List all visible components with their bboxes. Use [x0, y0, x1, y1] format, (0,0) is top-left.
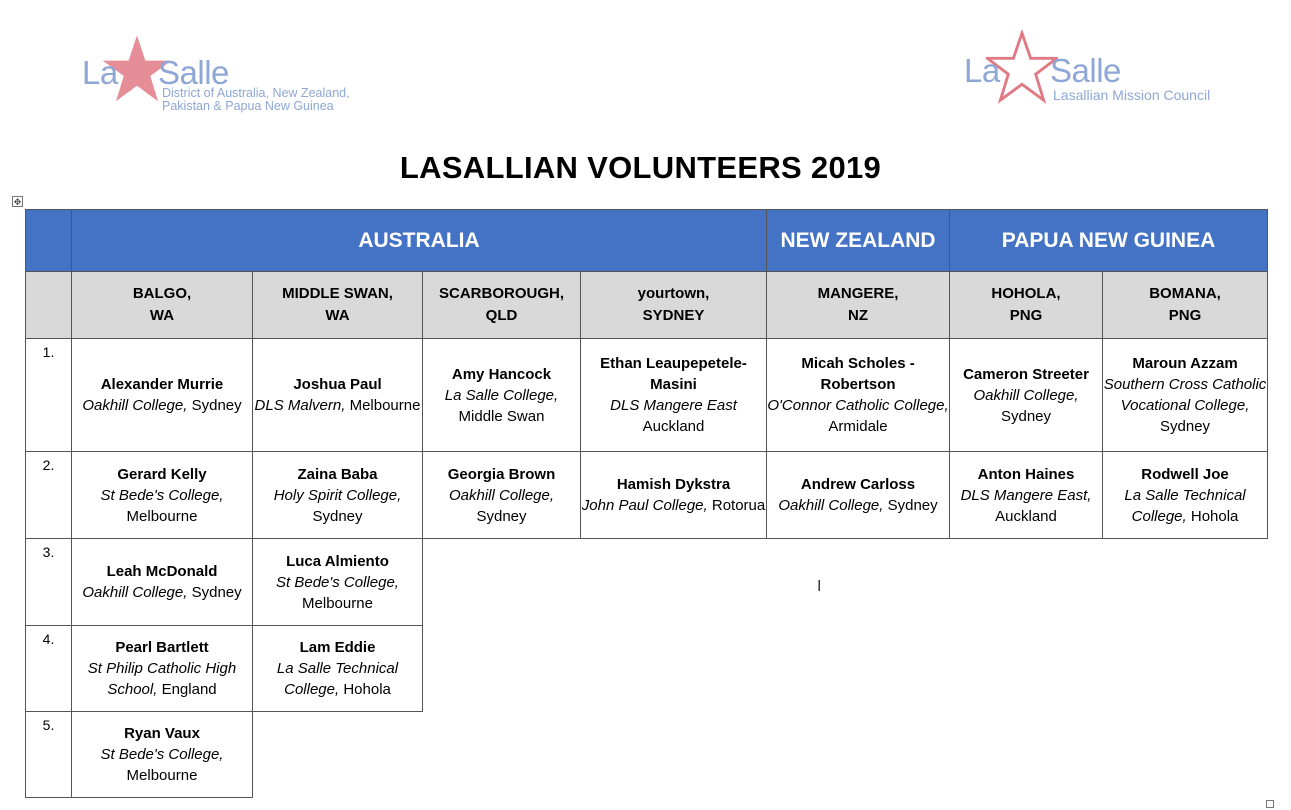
logo-word-salle: Salle	[158, 54, 229, 91]
volunteer-name: Georgia Brown	[447, 465, 556, 483]
table-move-handle[interactable]: ✥	[13, 197, 22, 207]
location-line2: QLD	[485, 307, 518, 324]
row-number: 4.	[26, 626, 72, 712]
school-name: Oakhill College,	[448, 486, 555, 504]
school-place: Armidale	[828, 418, 888, 435]
volunteer-cell	[950, 452, 1103, 539]
volunteer-school	[72, 395, 252, 416]
location-line1: MANGERE,	[817, 285, 899, 302]
volunteer-school	[1103, 485, 1267, 527]
volunteer-name: Hamish Dykstra	[616, 476, 731, 493]
logo-subtitle-line1: District of Australia, New Zealand,	[162, 86, 350, 100]
volunteer-school	[581, 495, 766, 516]
volunteer-name: Alexander Murrie	[100, 376, 224, 393]
location-line1: BALGO,	[132, 285, 192, 302]
volunteer-cell	[72, 626, 253, 712]
volunteer-cell	[1103, 339, 1268, 452]
location-line2: SYDNEY	[642, 307, 705, 324]
table-row	[26, 339, 1268, 452]
school-name: La Salle Technical College,	[276, 660, 399, 698]
volunteer-name: Lam Eddie	[299, 639, 376, 656]
volunteer-cell	[767, 452, 950, 539]
volunteer-name: Gerard Kelly	[117, 465, 207, 483]
volunteer-cell	[72, 452, 253, 539]
school-name: St Philip Catholic High School,	[87, 660, 237, 698]
volunteer-school	[72, 658, 252, 700]
school-place: England	[161, 681, 217, 698]
volunteer-cell	[72, 712, 253, 798]
volunteer-school	[767, 395, 949, 437]
lasalle-district-logo	[82, 36, 382, 116]
location-line2: NZ	[848, 307, 869, 324]
region-australia: AUSTRALIA	[72, 210, 767, 272]
school-place: Hohola	[1190, 507, 1239, 525]
volunteer-cell	[423, 452, 581, 539]
region-papua-new-guinea: PAPUA NEW GUINEA	[950, 210, 1268, 272]
location-line1: MIDDLE SWAN,	[282, 285, 393, 302]
volunteer-name: Zaina Baba	[297, 465, 378, 483]
volunteer-cell	[253, 339, 423, 452]
school-name: St Bede's College,	[276, 573, 399, 591]
school-name: St Bede's College,	[100, 746, 224, 763]
school-name: Southern Cross Catholic Vocational College,	[1103, 376, 1267, 414]
volunteer-cell	[423, 339, 581, 452]
school-name: DLS Mangere East,	[960, 486, 1092, 504]
school-place: Melbourne	[349, 397, 421, 414]
volunteer-cell	[72, 339, 253, 452]
volunteer-name: Rodwell Joe	[1141, 465, 1229, 483]
region-header-row	[26, 210, 1268, 272]
location-header	[767, 272, 950, 339]
row-number: 3.	[26, 539, 72, 626]
school-name: La Salle College,	[444, 386, 559, 404]
lasalle-mission-council-logo	[964, 30, 1234, 110]
school-place: Sydney	[476, 507, 527, 525]
volunteer-school	[72, 582, 252, 603]
volunteer-name: Ryan Vaux	[124, 725, 200, 742]
logo-subtitle-line2: Pakistan & Papua New Guinea	[162, 99, 334, 113]
school-place: Sydney	[887, 497, 938, 514]
location-header	[581, 272, 767, 339]
volunteer-name: Micah Scholes - Robertson	[801, 355, 915, 393]
school-place: Sydney	[1000, 407, 1052, 425]
row-number: 5.	[26, 712, 72, 798]
volunteer-name: Anton Haines	[977, 465, 1075, 483]
row-number: 2.	[26, 452, 72, 539]
location-header	[253, 272, 423, 339]
logo-subtitle: Lasallian Mission Council	[1053, 87, 1211, 103]
school-place: Sydney	[1160, 418, 1211, 435]
volunteer-school	[423, 485, 580, 527]
location-line1: HOHOLA,	[991, 285, 1061, 302]
volunteer-name: Joshua Paul	[293, 376, 382, 393]
volunteer-school	[423, 385, 580, 427]
school-name: DLS Malvern,	[254, 397, 346, 414]
school-place: Melbourne	[126, 767, 198, 784]
school-place: Hohola	[343, 681, 391, 698]
school-name: St Bede's College,	[100, 486, 224, 504]
volunteer-school	[253, 485, 422, 527]
school-place: Middle Swan	[458, 407, 545, 425]
page-title: LASALLIAN VOLUNTEERS 2019	[399, 150, 882, 185]
table-row	[26, 452, 1268, 539]
school-place: Melbourne	[302, 594, 373, 612]
location-line2: PNG	[1168, 307, 1202, 324]
school-name: Oakhill College,	[82, 584, 188, 601]
volunteer-cell	[1103, 452, 1268, 539]
location-line2: PNG	[1009, 307, 1043, 324]
table-resize-handle[interactable]	[1266, 800, 1274, 808]
location-line1: SCARBOROUGH,	[438, 285, 564, 302]
school-place: Auckland	[642, 418, 705, 435]
school-name: O'Connor Catholic College,	[767, 397, 949, 414]
volunteer-name: Andrew Carloss	[800, 476, 916, 493]
table-row	[26, 626, 1268, 712]
volunteer-school	[72, 744, 252, 786]
volunteer-name: Ethan Leaupepetele-Masini	[600, 355, 747, 393]
school-place: Sydney	[191, 397, 242, 414]
table-row	[26, 712, 1268, 798]
volunteer-school	[72, 485, 252, 527]
school-place: Sydney	[191, 584, 242, 601]
school-name: Oakhill College,	[778, 497, 884, 514]
volunteer-cell	[950, 339, 1103, 452]
location-header	[1103, 272, 1268, 339]
table-row	[26, 539, 1268, 626]
text-cursor-icon: I	[817, 578, 822, 595]
logo-word-la: La	[82, 54, 118, 91]
location-header-row	[26, 272, 1268, 339]
corner-cell	[26, 210, 72, 272]
volunteer-cell	[581, 452, 767, 539]
volunteer-name: Pearl Bartlett	[115, 639, 209, 656]
volunteer-name: Cameron Streeter	[963, 365, 1089, 383]
location-header	[423, 272, 581, 339]
corner-cell	[26, 272, 72, 339]
logo-word-la: La	[964, 52, 1000, 89]
volunteer-school	[950, 385, 1102, 427]
school-place: Melbourne	[126, 507, 198, 525]
volunteer-school	[950, 485, 1102, 527]
volunteer-school	[253, 572, 422, 614]
volunteer-name: Maroun Azzam	[1132, 355, 1238, 372]
location-header	[950, 272, 1103, 339]
school-name: Holy Spirit College,	[273, 486, 402, 504]
school-name: La Salle Technical College,	[1124, 486, 1246, 525]
location-line1: yourtown,	[637, 285, 710, 302]
volunteer-school	[1103, 374, 1267, 437]
empty-area	[253, 712, 1268, 798]
empty-area	[423, 626, 1268, 712]
volunteer-school	[253, 658, 422, 700]
volunteer-cell	[72, 539, 253, 626]
school-place: Rotorua	[711, 497, 766, 514]
row-number: 1.	[26, 339, 72, 452]
volunteers-table	[25, 209, 1268, 798]
school-place: Sydney	[312, 507, 363, 525]
volunteer-name: Luca Almiento	[286, 552, 389, 570]
volunteer-cell	[253, 539, 423, 626]
region-new-zealand: NEW ZEALAND	[767, 210, 950, 272]
school-name: Oakhill College,	[82, 397, 188, 414]
volunteer-name: Leah McDonald	[106, 563, 218, 580]
empty-area	[423, 539, 1268, 626]
logo-word-salle: Salle	[1050, 52, 1121, 89]
volunteer-cell	[581, 339, 767, 452]
volunteer-name: Amy Hancock	[451, 365, 552, 383]
school-name: DLS Mangere East	[610, 397, 737, 414]
volunteer-school	[767, 495, 949, 516]
location-line2: WA	[325, 307, 350, 324]
volunteer-school	[253, 395, 422, 416]
location-header	[72, 272, 253, 339]
volunteer-cell	[253, 626, 423, 712]
location-line2: WA	[149, 307, 175, 324]
school-name: John Paul College,	[581, 497, 708, 514]
volunteer-cell	[767, 339, 950, 452]
school-place: Auckland	[995, 507, 1057, 525]
school-name: Oakhill College,	[973, 386, 1079, 404]
volunteer-cell	[253, 452, 423, 539]
location-line1: BOMANA,	[1149, 285, 1221, 302]
volunteer-school	[581, 395, 766, 437]
